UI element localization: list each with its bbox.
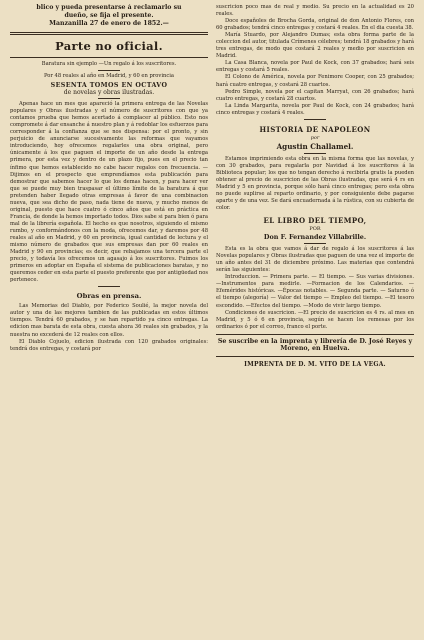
libro-contents: Introduccion. — Primera parte. — El tiempo. — Sus varias divisiones. —Instrumentos para medirle. —Formacion de los Calendarios. —Efemérides históricas. —Épocas notables. — Segunda parte. — Saturno ó el tiempo (alegoría) — Valor del tiempo — Empleo del tiempo. —El tesoro escondido. —Efectos del tiempo. —Modo de vivir largo tiempo.: [216, 274, 414, 309]
napoleon-author: Agustin Challamel.: [276, 141, 354, 151]
short-divider: [98, 98, 120, 99]
divider: [216, 356, 414, 357]
works-paragraph-linda-margarita: La Linda Margarita, novela por Paul de Kock, con 24 grabados; hará cinco entregas y costará 4 reales.: [216, 102, 414, 116]
works-paragraph-pedro-simple: Pedro Simple, novela por el capitan Marryat, con 26 grabados; hará cuatro entregas, y costará 28 cuartos.: [216, 88, 414, 102]
napoleon-title: HISTORIA DE NAPOLEON: [259, 124, 371, 134]
napoleon-por: por: [310, 134, 320, 141]
short-divider: [98, 286, 120, 287]
announcement-body: Apenas hace un mes que apareció la primera entrega de las Novelas populares y Obras ilustradas y el número de suscritores con que ya contamos prueba que hemos acertado á complacer al público. Esto nos compromete á dar ensanche á nuestro plan y á redoblar los esfuerzos para corresponder á la confianza que se nos dispensa: por el pronto, y sin perjuicio de anunciarse sucesivamente las reformas que vayamos introduciendo, hoy ofrecemos regalarles una obra original, pero únicamente á los que paguen el importe de un año desde la entrega primera, por esta vez y dentro de un plazo fijo, pues en el precio tan ínfimo que hemos establecido no cabe hacer regalos con frecuencia. —Dijimos en el prospecto que emprendíamos esta publicación para demostrar que sabemos hacer lo que los demas hacen, y para hacer ver que se puede muy bien traspasar el último límite de la baratura á que pretenden haber llegado otras empresas á favor de una combinacion nueva, que sea dicho de paso, nada tiene de nueva, y mucho menos de original, puesto que hace cuatro ó cinco años que está en práctica en Francia, de donde la hemos importado todos. Dios sabe si para bien ó para mal de la librería española. El hecho es que nosotros, siguiendo el mismo rumbo, y conformándonos con la moda, ofrecemos dar, y daremos por 48 reales al año en Madrid, y 60 en provincia, igual cantidad de lectura y el mismo número de grabados que sus empresas dan por 60 reales en Madrid y 90 en provincias; es decir, que rebajamos una tercera parte el precio, y todavía les ofrecemos un agasajo á los suscritores. Fuimos los primeros en adoptar en España el sistema de publicaciones baratas, y no queremos ceder en esta parte el puesto preferente que por antigüedad nos pertenece.: [10, 101, 208, 284]
works-paragraph-casa-blanca: La Casa Blanca, novela por Paul de Kock, con 37 grabados; hará seis entregas y costará 5 reales.: [216, 60, 414, 74]
announcement-heading: SESENTA TOMOS EN OCTAVO: [50, 82, 168, 90]
continuation-text: suscricion poco mas de real y medio. Su precio en la actualidad es 20 reales.: [216, 4, 414, 18]
short-divider: [304, 119, 326, 120]
libro-body: Esta es la obra que vamos á dar de regalo á los suscritores á las Novelas populares y Obras ilustradas que paguen de una vez el importe de un año antes del 31 de diciembre próximo. Las materias que contendrá serán las siguientes:: [216, 246, 414, 274]
works-paragraph-memorias: Las Memorias del Diablo, por Federico Soulié, la mejor novela del autor y una de las mejores tambien de las publicadas en estos últimos tiempos. Tendrá 60 grabados, y se han repartido ya cinco entregas. La edicion mas barata de esta obra, cuesta ahora 36 reales sin grabados, y la nuestra no excederá de 12 reales con ellos.: [10, 303, 208, 338]
libro-title: EL LIBRO DEL TIEMPO,: [263, 216, 367, 226]
works-paragraph-espanoles: Doce españoles de Brocha Gorda, original de don Antonio Flores, con 60 grabados; tendrá cinco entregas y costará 4 reales. En el dia cuesta 38.: [216, 18, 414, 32]
subscription-conditions: Condiciones de suscricion. —El precio de suscricion es 4 rs. al mes en Madrid, y 5 ó 6 en provincia, según se hacen los remesas por los ordinarios ó por el correo, franco el porte.: [216, 309, 414, 330]
napoleon-body: Estamos imprimiendo esta obra en la misma forma que las novelas, y con 30 grabados, para regalarla por Navidad á los suscritores á la Biblioteca popular; los que no tengan derecho á recibirla gratis la pueden obtener al precio de suscricion de las Obras ilustradas, que será 4 rs en Madrid y 5 en provincia, porque sólo hará cinco entregas; pero esta obra no puede suplirse al reparto ordinario, y por consiguiente debe pagarse aparte y de una vez. Se dará encuadernada á la rústica, con su cubierta de color.: [216, 155, 414, 212]
notice-dateline: Manzanilla 27 de enero de 1852.—: [49, 20, 169, 27]
divider: [216, 334, 414, 335]
printer-imprint: IMPRENTA DE D. M. VITO DE LA VEGA.: [244, 360, 386, 368]
notice-line-2: dueño, se fija el presente.: [64, 12, 154, 19]
works-paragraph-diablo-cojuelo: El Diablo Cojuelo, edicion ilustrada con 120 grabados originales: tendrá dos entregas, y costará por: [10, 338, 208, 352]
short-divider: [304, 243, 326, 244]
short-divider: [304, 153, 326, 154]
subscription-footer: Se suscribe en la imprenta y librería de D. José Reyes y Moreno, en Huelva.: [217, 337, 413, 353]
announcement-tagline: Baratura sin ejemplo —Un regalo á los suscritores.: [41, 61, 177, 67]
divider: [10, 57, 208, 58]
works-paragraph-colono: El Colono de América, novela por Fenimore Cooper, con 25 grabados; hará cuatro entregas, y costará 28 cuartos.: [216, 74, 414, 88]
notice-line-1: blico y pueda presentarse á reclamarlo su: [36, 4, 182, 11]
short-divider: [98, 70, 120, 71]
section-title: Parte no oficial.: [55, 39, 163, 53]
works-paragraph-maria-stuardo: María Stuardo, por Alejandro Dumas; esta obra forma parte de la coleccion del autor, titulada Crímenes célebres; tendrá 18 grabados y hará tres entregas, de modo que costará 2 reales y medio por suscricion en Madrid.: [216, 32, 414, 60]
left-column: [10, 4, 208, 368]
divider: [10, 32, 208, 35]
libro-author: Don F. Fernandez Villabrille.: [263, 233, 367, 242]
announcement-subheading: de novelas y obras ilustradas.: [63, 89, 155, 97]
right-column: [216, 4, 414, 368]
price-line: Por 48 reales al año en Madrid, y 60 en provincia: [43, 73, 174, 80]
works-in-press-heading: Obras en prensa.: [76, 292, 142, 301]
libro-por: POR: [309, 226, 321, 233]
